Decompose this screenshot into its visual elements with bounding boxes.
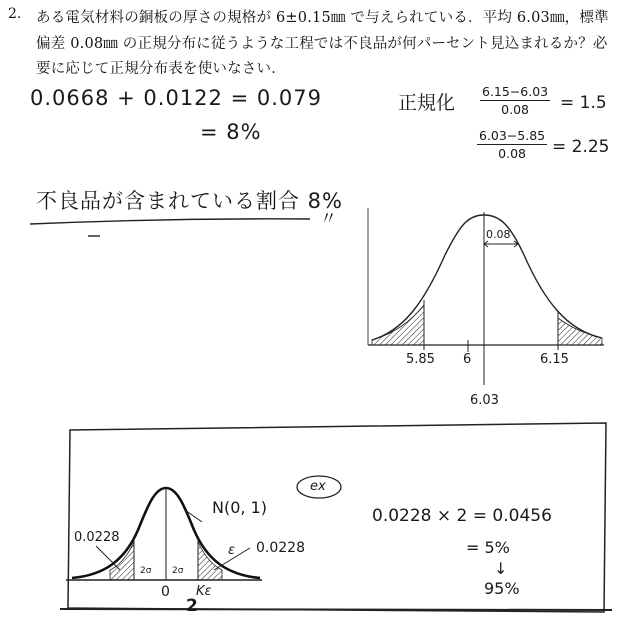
- question-line-1: ある電気材料の銅板の厚さの規格が 6±0.15㎜ で与えられている．平均 6.03㎜，標準: [36, 10, 609, 26]
- question-line-3: 要に応じて正規分布表を使いなさい．: [36, 61, 286, 77]
- final-result: 95%: [484, 579, 520, 598]
- dist-label: N(0, 1): [212, 498, 267, 517]
- sum-line: 0.0668 + 0.0122 = 0.079: [30, 86, 322, 110]
- zero-label: 0: [161, 584, 170, 600]
- conclusion-underline: [30, 219, 310, 224]
- down-arrow: ↓: [494, 559, 508, 578]
- conclusion-text: 不良品が含まれている割合 8%: [36, 189, 343, 213]
- left-tail-label: 0.0228: [74, 530, 120, 545]
- percent-line: = 8%: [200, 120, 262, 144]
- ditto-mark: 〃: [320, 209, 337, 229]
- question-line-2: 偏差 0.08㎜ の正規分布に従うような工程では不良品が何パーセント見込まれるか？必: [36, 36, 608, 52]
- frac2-numerator: 6.03−5.85: [479, 128, 546, 143]
- frac1-numerator: 6.15−6.03: [482, 84, 549, 99]
- k-epsilon-label: Kε: [196, 584, 212, 599]
- frac2-result: = 2.25: [552, 137, 610, 157]
- right-tail-label: 0.0228: [256, 540, 305, 556]
- ex-badge: ex: [310, 479, 326, 494]
- tick-label-right: 6.15: [540, 352, 569, 367]
- calc-line: 0.0228 × 2 = 0.0456: [372, 506, 552, 526]
- right-2sigma-mark: 2σ: [172, 566, 184, 576]
- left-2sigma-mark: 2σ: [140, 566, 152, 576]
- frac2-denominator: 0.08: [498, 146, 526, 161]
- tick-label-center: 6: [463, 352, 472, 367]
- calc-percent: = 5%: [466, 538, 510, 557]
- sigma-label: 0.08: [486, 228, 511, 241]
- tick-label-left: 5.85: [406, 352, 435, 367]
- normalize-label: 正規化: [398, 92, 456, 114]
- frac1-denominator: 0.08: [501, 102, 529, 117]
- bottom-mark: 2: [186, 596, 198, 616]
- frac1-result: = 1.5: [560, 93, 607, 113]
- epsilon-label: ε: [228, 543, 236, 558]
- question-number: 2.: [8, 6, 22, 22]
- mean-label: 6.03: [470, 393, 499, 408]
